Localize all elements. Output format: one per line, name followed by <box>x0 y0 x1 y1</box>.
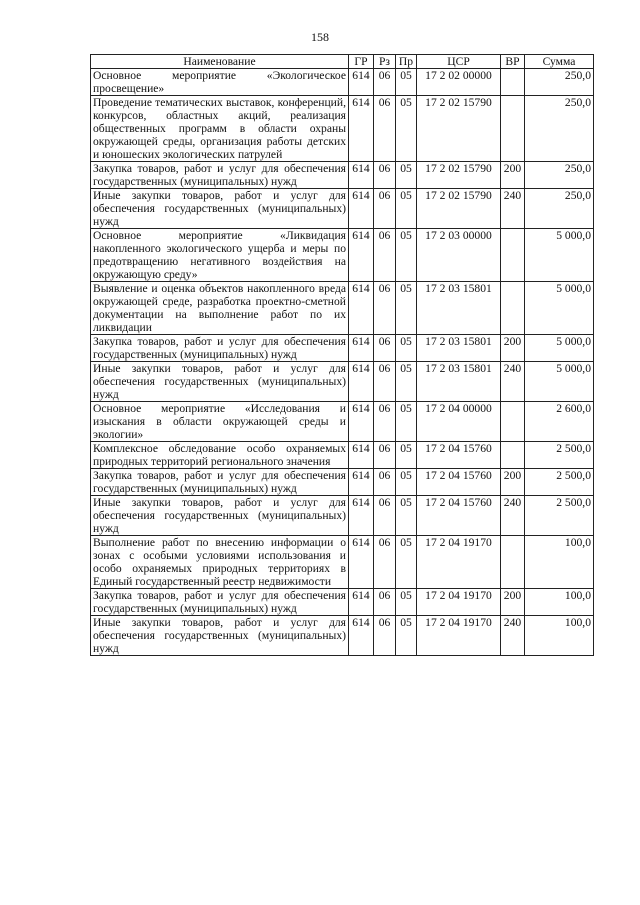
row-rz: 06 <box>374 442 396 469</box>
row-pr: 05 <box>396 69 417 96</box>
row-name: Основное мероприятие «Ликвидация накопленного экологического ущерба и меры по предотвращению негативного воздействия на окружающую среду» <box>91 229 349 282</box>
row-sum: 100,0 <box>525 589 594 616</box>
row-pr: 05 <box>396 362 417 402</box>
row-gr: 614 <box>349 96 374 162</box>
row-csr: 17 2 03 15801 <box>417 362 501 402</box>
row-gr: 614 <box>349 69 374 96</box>
row-csr: 17 2 04 19170 <box>417 536 501 589</box>
row-rz: 06 <box>374 189 396 229</box>
row-pr: 05 <box>396 282 417 335</box>
row-gr: 614 <box>349 282 374 335</box>
row-name: Иные закупки товаров, работ и услуг для обеспечения государственных (муниципальных) нужд <box>91 616 349 656</box>
row-rz: 06 <box>374 229 396 282</box>
row-csr: 17 2 04 15760 <box>417 442 501 469</box>
row-sum: 2 500,0 <box>525 442 594 469</box>
row-name: Закупка товаров, работ и услуг для обеспечения государственных (муниципальных) нужд <box>91 162 349 189</box>
row-sum: 250,0 <box>525 162 594 189</box>
row-vr: 240 <box>501 616 525 656</box>
row-sum: 250,0 <box>525 189 594 229</box>
row-vr <box>501 282 525 335</box>
row-csr: 17 2 02 15790 <box>417 162 501 189</box>
row-rz: 06 <box>374 362 396 402</box>
row-name: Иные закупки товаров, работ и услуг для обеспечения государственных (муниципальных) нужд <box>91 189 349 229</box>
table-row <box>91 162 594 189</box>
row-pr: 05 <box>396 616 417 656</box>
row-name: Основное мероприятие «Исследования и изыскания в области окружающей среды и экологии» <box>91 402 349 442</box>
row-csr: 17 2 04 19170 <box>417 616 501 656</box>
row-gr: 614 <box>349 616 374 656</box>
row-pr: 05 <box>396 402 417 442</box>
row-vr <box>501 402 525 442</box>
header-gr: ГР <box>349 55 374 69</box>
row-pr: 05 <box>396 442 417 469</box>
row-sum: 5 000,0 <box>525 282 594 335</box>
row-rz: 06 <box>374 402 396 442</box>
row-pr: 05 <box>396 96 417 162</box>
row-csr: 17 2 02 15790 <box>417 189 501 229</box>
row-gr: 614 <box>349 442 374 469</box>
row-pr: 05 <box>396 189 417 229</box>
table-row <box>91 442 594 469</box>
row-name: Основное мероприятие «Экологическое просвещение» <box>91 69 349 96</box>
row-rz: 06 <box>374 616 396 656</box>
row-csr: 17 2 04 15760 <box>417 496 501 536</box>
table-row <box>91 96 594 162</box>
header-row <box>91 55 594 69</box>
row-sum: 2 500,0 <box>525 496 594 536</box>
row-vr: 200 <box>501 335 525 362</box>
row-vr <box>501 229 525 282</box>
row-name: Выявление и оценка объектов накопленного вреда окружающей среде, разработка проектно-сметной документации на выполнение работ по их ликвидации <box>91 282 349 335</box>
row-csr: 17 2 04 00000 <box>417 402 501 442</box>
row-name: Закупка товаров, работ и услуг для обеспечения государственных (муниципальных) нужд <box>91 335 349 362</box>
row-csr: 17 2 02 00000 <box>417 69 501 96</box>
row-name: Проведение тематических выставок, конференций, конкурсов, областных акций, реализация общественных программ в области охраны окружающей среды, организация работы детских и юношеских экологических патрулей <box>91 96 349 162</box>
row-pr: 05 <box>396 335 417 362</box>
row-sum: 250,0 <box>525 96 594 162</box>
row-gr: 614 <box>349 402 374 442</box>
row-name: Закупка товаров, работ и услуг для обеспечения государственных (муниципальных) нужд <box>91 469 349 496</box>
row-sum: 100,0 <box>525 536 594 589</box>
row-vr: 240 <box>501 362 525 402</box>
table-row <box>91 282 594 335</box>
row-sum: 5 000,0 <box>525 229 594 282</box>
table-row <box>91 335 594 362</box>
row-rz: 06 <box>374 496 396 536</box>
row-name: Иные закупки товаров, работ и услуг для обеспечения государственных (муниципальных) нужд <box>91 362 349 402</box>
row-rz: 06 <box>374 335 396 362</box>
header-vr: ВР <box>501 55 525 69</box>
row-gr: 614 <box>349 162 374 189</box>
row-gr: 614 <box>349 189 374 229</box>
row-rz: 06 <box>374 469 396 496</box>
table-row <box>91 496 594 536</box>
table-row <box>91 589 594 616</box>
row-vr: 200 <box>501 469 525 496</box>
row-gr: 614 <box>349 362 374 402</box>
row-name: Выполнение работ по внесению информации о зонах с особыми условиями использования и особо охраняемых природных территориях в Единый государственный реестр недвижимости <box>91 536 349 589</box>
row-vr: 240 <box>501 496 525 536</box>
table-row <box>91 469 594 496</box>
table-row <box>91 69 594 96</box>
table-row <box>91 402 594 442</box>
row-pr: 05 <box>396 536 417 589</box>
row-gr: 614 <box>349 335 374 362</box>
header-rz: Рз <box>374 55 396 69</box>
row-vr: 200 <box>501 589 525 616</box>
row-gr: 614 <box>349 469 374 496</box>
row-vr <box>501 536 525 589</box>
row-vr <box>501 96 525 162</box>
row-sum: 5 000,0 <box>525 335 594 362</box>
row-rz: 06 <box>374 536 396 589</box>
row-pr: 05 <box>396 496 417 536</box>
row-vr <box>501 69 525 96</box>
row-sum: 250,0 <box>525 69 594 96</box>
row-rz: 06 <box>374 69 396 96</box>
row-gr: 614 <box>349 589 374 616</box>
row-csr: 17 2 03 15801 <box>417 335 501 362</box>
row-sum: 2 600,0 <box>525 402 594 442</box>
table-row <box>91 536 594 589</box>
header-pr: Пр <box>396 55 417 69</box>
row-vr <box>501 442 525 469</box>
row-name: Комплексное обследование особо охраняемых природных территорий регионального значения <box>91 442 349 469</box>
row-gr: 614 <box>349 229 374 282</box>
header-sum: Сумма <box>525 55 594 69</box>
row-rz: 06 <box>374 589 396 616</box>
row-csr: 17 2 03 00000 <box>417 229 501 282</box>
row-pr: 05 <box>396 589 417 616</box>
table-row <box>91 229 594 282</box>
row-sum: 2 500,0 <box>525 469 594 496</box>
row-pr: 05 <box>396 469 417 496</box>
row-rz: 06 <box>374 282 396 335</box>
row-sum: 100,0 <box>525 616 594 656</box>
row-rz: 06 <box>374 96 396 162</box>
row-csr: 17 2 04 15760 <box>417 469 501 496</box>
row-gr: 614 <box>349 536 374 589</box>
row-pr: 05 <box>396 229 417 282</box>
row-name: Иные закупки товаров, работ и услуг для обеспечения государственных (муниципальных) нужд <box>91 496 349 536</box>
row-name: Закупка товаров, работ и услуг для обеспечения государственных (муниципальных) нужд <box>91 589 349 616</box>
row-rz: 06 <box>374 162 396 189</box>
row-csr: 17 2 04 19170 <box>417 589 501 616</box>
table-row <box>91 362 594 402</box>
table-body <box>91 69 594 656</box>
row-csr: 17 2 02 15790 <box>417 96 501 162</box>
row-pr: 05 <box>396 162 417 189</box>
row-gr: 614 <box>349 496 374 536</box>
row-vr: 240 <box>501 189 525 229</box>
row-vr: 200 <box>501 162 525 189</box>
budget-table <box>90 54 594 656</box>
row-csr: 17 2 03 15801 <box>417 282 501 335</box>
page-number: 158 <box>311 30 329 44</box>
header-csr: ЦСР <box>417 55 501 69</box>
header-name: Наименование <box>91 55 349 69</box>
table-header <box>91 55 594 69</box>
row-sum: 5 000,0 <box>525 362 594 402</box>
table-row <box>91 189 594 229</box>
table-row <box>91 616 594 656</box>
